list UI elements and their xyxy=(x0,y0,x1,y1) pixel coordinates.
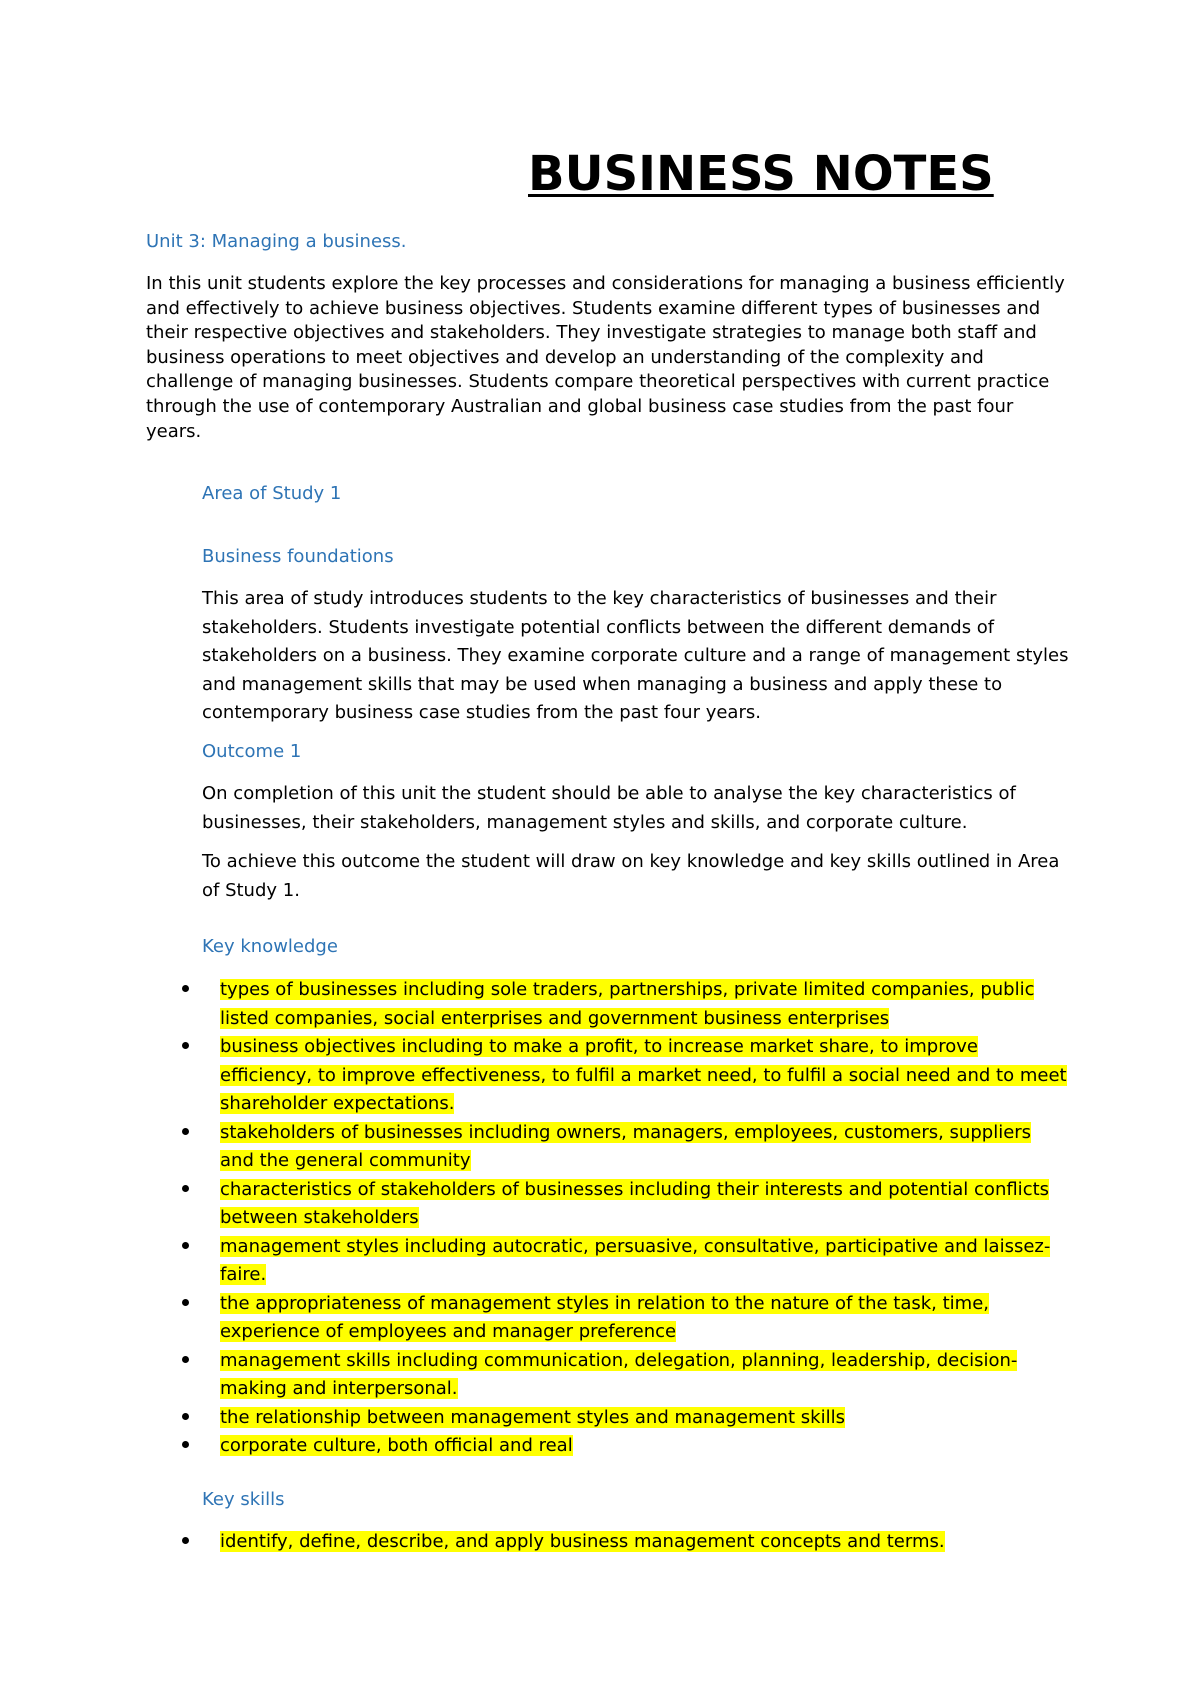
document-title: BUSINESS NOTES xyxy=(528,146,994,202)
achieve-outcome-paragraph: To achieve this outcome the student will draw on key knowledge and key skills outlined in Area of Study 1. xyxy=(202,851,1060,901)
key-knowledge-item xyxy=(182,1404,1067,1433)
highlighted-text: identify, define, describe, and apply business management concepts and terms. xyxy=(220,1531,945,1552)
highlighted-text: management styles including autocratic, persuasive, consultative, participative and laissez-faire. xyxy=(220,1235,1051,1285)
key-skills-list xyxy=(182,1528,1067,1557)
bullet-icon xyxy=(182,1299,189,1306)
key-knowledge-heading: Key knowledge xyxy=(202,936,338,957)
business-foundations-paragraph: This area of study introduces students to the key characteristics of businesses and their stakeholders. Students investigate potential conflicts between the different demands of stakeholders on a business. They examine corporate culture and a range of management styles and management skills that may be used when managing a business and apply these to contemporary business case studies from the past four years. xyxy=(202,588,1069,723)
key-knowledge-item xyxy=(182,1432,1067,1461)
outcome-heading: Outcome 1 xyxy=(202,741,302,762)
highlighted-text: corporate culture, both official and real xyxy=(220,1435,573,1456)
key-knowledge-item xyxy=(182,1176,1067,1233)
highlighted-text: management skills including communication, delegation, planning, leadership, decision-making and interpersonal. xyxy=(220,1349,1018,1399)
bullet-icon xyxy=(182,1441,189,1448)
highlighted-text: the appropriateness of management styles in relation to the nature of the task, time, experience of employees and manager preference xyxy=(220,1292,989,1342)
unit-intro-paragraph: In this unit students explore the key processes and considerations for managing a business efficiently and effectively to achieve business objectives. Students examine different types of businesses and their respective objectives and stakeholders. They investigate strategies to manage both staff and business operations to meet objectives and develop an understanding of the complexity and challenge of managing businesses. Students compare theoretical perspectives with current practice through the use of contemporary Australian and global business case studies from the past four years. xyxy=(146,273,1065,442)
highlighted-text: characteristics of stakeholders of businesses including their interests and potential conflicts between stakeholders xyxy=(220,1178,1050,1228)
key-skills-heading: Key skills xyxy=(202,1489,285,1510)
key-knowledge-item xyxy=(182,1233,1067,1290)
highlighted-text: stakeholders of businesses including owners, managers, employees, customers, suppliers and the general community xyxy=(220,1121,1032,1171)
key-knowledge-item xyxy=(182,1347,1067,1404)
highlighted-text: types of businesses including sole traders, partnerships, private limited companies, public listed companies, social enterprises and government business enterprises xyxy=(220,979,1035,1029)
bullet-icon xyxy=(182,1128,189,1135)
key-knowledge-list xyxy=(182,976,1067,1461)
bullet-icon xyxy=(182,1042,189,1049)
key-knowledge-item xyxy=(182,976,1067,1033)
bullet-icon xyxy=(182,985,189,992)
business-foundations-heading: Business foundations xyxy=(202,546,394,567)
key-skills-item xyxy=(182,1528,1067,1557)
key-knowledge-item xyxy=(182,1033,1067,1119)
bullet-icon xyxy=(182,1537,189,1544)
highlighted-text: the relationship between management styles and management skills xyxy=(220,1406,845,1428)
area-of-study-heading: Area of Study 1 xyxy=(202,483,342,504)
key-knowledge-item xyxy=(182,1290,1067,1347)
highlighted-text: business objectives including to make a profit, to increase market share, to improve efficiency, to improve effectiveness, to fulfil a market need, to fulfil a social need and to meet shareholder expectations. xyxy=(220,1036,1067,1114)
bullet-icon xyxy=(182,1413,189,1420)
bullet-icon xyxy=(182,1356,189,1363)
bullet-icon xyxy=(182,1185,189,1192)
bullet-icon xyxy=(182,1242,189,1249)
key-knowledge-item xyxy=(182,1119,1067,1176)
unit-heading: Unit 3: Managing a business. xyxy=(146,231,407,252)
outcome-paragraph: On completion of this unit the student should be able to analyse the key characteristics of businesses, their stakeholders, management styles and skills, and corporate culture. xyxy=(202,783,1016,833)
